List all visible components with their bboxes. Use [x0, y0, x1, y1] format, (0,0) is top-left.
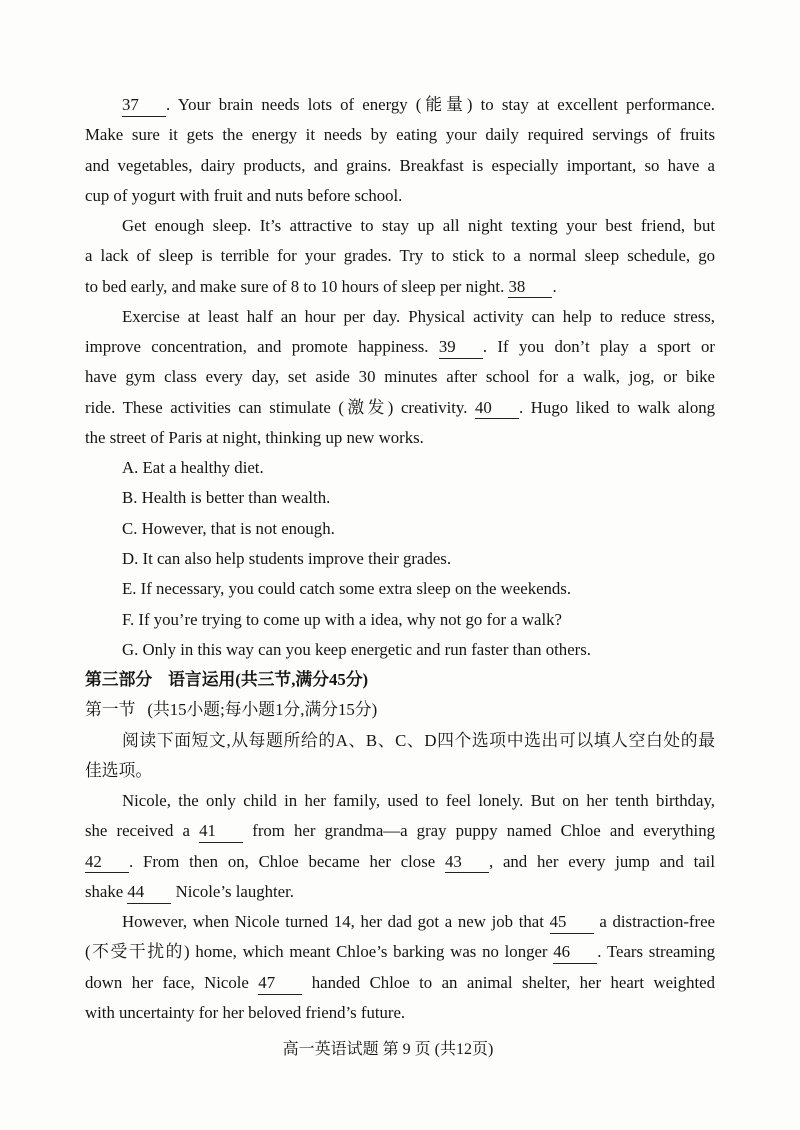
line-text: a distraction-free — [593, 912, 715, 932]
line-text: improve concentration, and promote happiness. — [85, 337, 439, 357]
section-one-heading — [85, 695, 715, 725]
blank-44: 44 — [127, 884, 171, 904]
option-g: G. Only in this way can you keep energetic and run faster than others. — [122, 639, 591, 659]
line-text: the street of Paris at night, thinking up new works. — [85, 427, 424, 447]
text-line — [85, 998, 715, 1028]
text-line — [85, 120, 715, 150]
text-line — [85, 786, 715, 816]
option-b: B. Health is better than wealth. — [122, 488, 331, 508]
passage-2-paragraph-2 — [85, 907, 715, 1028]
line-text: Nicole, the only child in her family, used to feel lonely. But on her tenth birthday, — [122, 791, 715, 811]
page-footer: 高一英语试题 第 9 页 (共12页) — [282, 1041, 494, 1058]
line-text: shake — [85, 881, 128, 901]
line-text: , and her every jump and tail — [488, 851, 715, 871]
answer-options — [85, 453, 715, 665]
passage-1-paragraph-2 — [85, 211, 715, 302]
text-line — [85, 241, 715, 271]
text-line — [85, 968, 715, 998]
text-line — [85, 816, 715, 846]
line-text: down her face, Nicole — [85, 972, 259, 992]
text-line — [85, 302, 715, 332]
blank-38: 38 — [508, 279, 552, 299]
text-line — [85, 332, 715, 362]
line-text: . Your brain needs lots of energy (能量) to stay at excellent performance. — [166, 95, 715, 114]
line-text: cup of yogurt with fruit and nuts before school. — [85, 185, 403, 205]
option-a: A. Eat a healthy diet. — [122, 458, 264, 478]
section-label: 第一节 — [85, 700, 136, 720]
line-text: Nicole’s laughter. — [171, 881, 294, 901]
passage-1-paragraph-3 — [85, 302, 715, 453]
line-text: . If you don’t play a sport or — [482, 337, 715, 357]
line-text: and vegetables, dairy products, and grains. Breakfast is especially important, so have a — [85, 155, 715, 175]
line-text: . Hugo liked to walk along — [519, 397, 715, 417]
line-text: to bed early, and make sure of 8 to 10 hours of sleep per night. — [85, 276, 509, 296]
section-scoring: (共15小题;每小题1分,满分15分) — [147, 700, 378, 720]
option-f: F. If you’re trying to come up with a idea, why not go for a walk? — [122, 609, 562, 629]
line-text: (不受干扰的) home, which meant Chloe’s barking was no longer — [85, 942, 554, 962]
blank-45: 45 — [550, 914, 594, 934]
passage-2-paragraph-1 — [85, 786, 715, 907]
instruction-line: 佳选项。 — [85, 760, 153, 780]
blank-39: 39 — [439, 339, 483, 359]
text-line — [85, 423, 715, 453]
blank-37: 37 — [122, 97, 166, 117]
blank-40: 40 — [475, 400, 519, 420]
option-d: D. It can also help students improve their grades. — [122, 548, 452, 568]
line-text: ride. These activities can stimulate (激发) creativity. — [85, 397, 476, 417]
instructions — [85, 726, 715, 787]
blank-43: 43 — [445, 854, 489, 874]
text-line — [85, 151, 715, 181]
instruction-line: 阅读下面短文,从每题所给的A、B、C、D四个选项中选出可以填人空白处的最 — [122, 730, 715, 750]
text-line — [85, 937, 715, 967]
text-line — [85, 211, 715, 241]
option-e: E. If necessary, you could catch some extra sleep on the weekends. — [122, 579, 572, 599]
text-line — [85, 272, 715, 302]
line-text: have gym class every day, set aside 30 minutes after school for a walk, jog, or bike — [85, 367, 715, 387]
blank-47: 47 — [258, 975, 302, 995]
blank-46: 46 — [553, 944, 597, 964]
line-text: a lack of sleep is terrible for your grades. Try to stick to a normal sleep schedule, go — [85, 246, 715, 266]
line-text: with uncertainty for her beloved friend’s future. — [85, 1002, 406, 1022]
line-text: she received a — [85, 821, 200, 841]
part-three-heading — [85, 665, 715, 695]
line-text: Get enough sleep. It’s attractive to stay up all night texting your best friend, but — [122, 216, 715, 236]
text-line — [85, 362, 715, 392]
part-label: 第三部分 — [85, 670, 153, 690]
text-line — [85, 847, 715, 877]
blank-41: 41 — [199, 823, 243, 843]
line-text: from her grandma—a gray puppy named Chloe and everything — [243, 821, 715, 841]
text-line — [85, 181, 715, 211]
line-text: . Tears streaming — [597, 942, 715, 962]
line-text: handed Chloe to an animal shelter, her heart weighted — [302, 972, 715, 992]
text-line — [85, 877, 715, 907]
line-text: However, when Nicole turned 14, her dad got a new job that — [122, 912, 550, 932]
text-line — [85, 393, 715, 423]
line-text: . From then on, Chloe became her close — [129, 851, 445, 871]
passage-1-paragraph-1 — [85, 90, 715, 211]
option-c: C. However, that is not enough. — [122, 518, 335, 538]
line-text: Make sure it gets the energy it needs by eating your daily required servings of fruits — [85, 125, 715, 145]
text-line — [85, 90, 715, 120]
part-title: 语言运用(共三节,满分45分) — [168, 670, 369, 690]
line-text: Exercise at least half an hour per day. Physical activity can help to reduce stress, — [122, 306, 715, 326]
exam-page-content — [85, 90, 715, 1028]
line-text: . — [552, 276, 557, 296]
text-line — [85, 907, 715, 937]
blank-42: 42 — [85, 854, 129, 874]
